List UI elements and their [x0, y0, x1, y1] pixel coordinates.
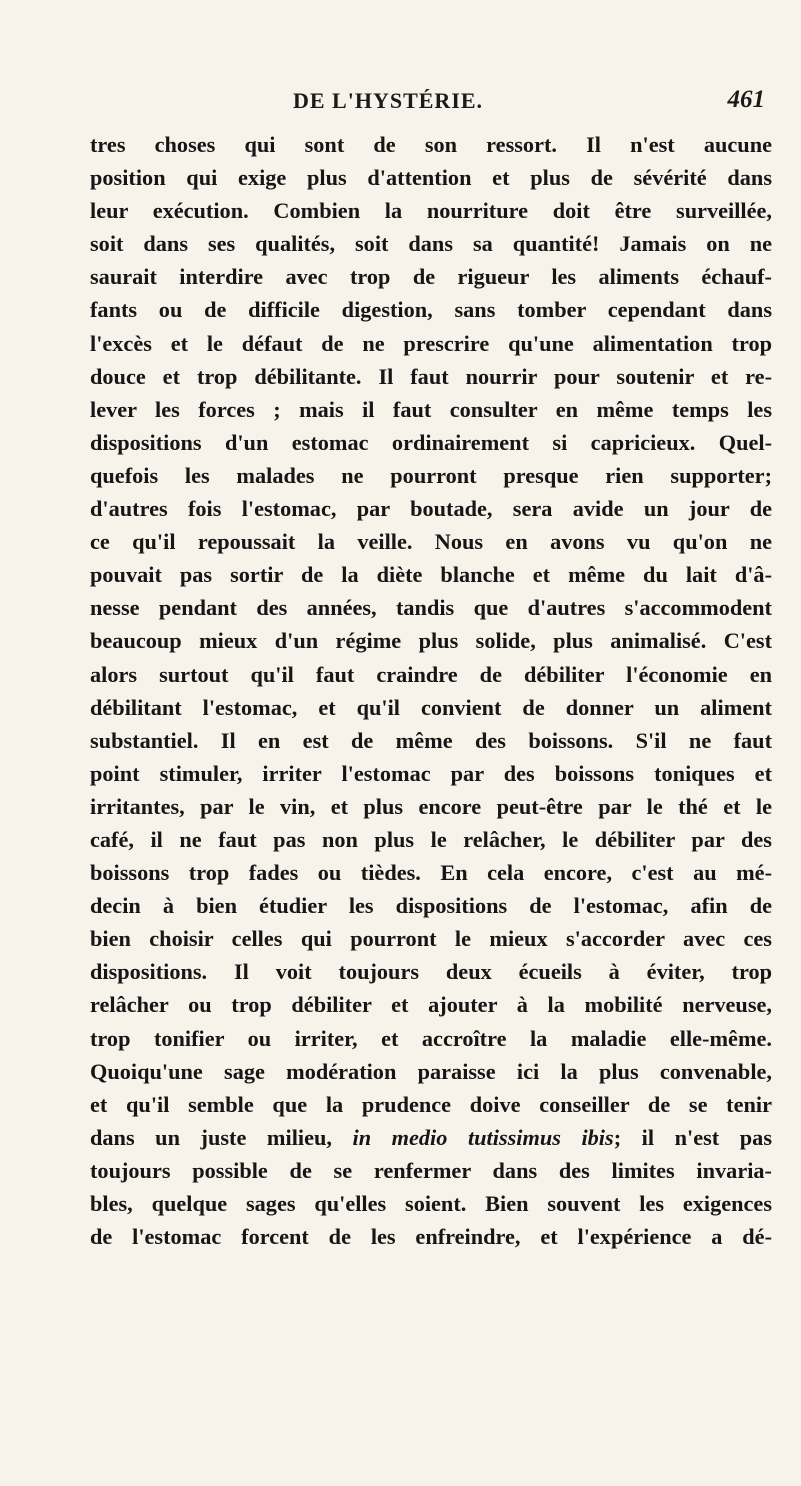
text-line: beaucoup mieux d'un régime plus solide, plus animalisé. C'est [90, 628, 772, 654]
text-line: dispositions. Il voit toujours deux écueils à éviter, trop [90, 959, 772, 985]
text-line: nesse pendant des années, tandis que d'autres s'accommodent [90, 595, 772, 621]
text-line: trop tonifier ou irriter, et accroître la maladie elle-même. [90, 1025, 772, 1051]
text-line: d'autres fois l'estomac, par boutade, sera avide un jour de [90, 496, 772, 522]
text-line: Quoiqu'une sage modération paraisse ici la plus convenable, [90, 1058, 772, 1084]
text-line: débilitant l'estomac, et qu'il convient de donner un aliment [90, 694, 772, 720]
text-line: point stimuler, irriter l'estomac par des boissons toniques et [90, 760, 772, 786]
text-line: decin à bien étudier les dispositions de l'estomac, afin de [90, 893, 772, 919]
text-line: tres choses qui sont de son ressort. Il n'est aucune [90, 132, 772, 157]
body-text [90, 128, 772, 1253]
text-segment: dans un juste milieu, [90, 1124, 353, 1150]
text-line-with-latin-quote [90, 1121, 772, 1154]
text-line: saurait interdire avec trop de rigueur les aliments échauf- [90, 264, 772, 290]
text-line: bien choisir celles qui pourront le mieux s'accorder avec ces [90, 926, 772, 952]
text-line: boissons trop fades ou tièdes. En cela encore, c'est au mé- [90, 860, 772, 886]
text-line: de l'estomac forcent de les enfreindre, et l'expérience a dé- [90, 1224, 772, 1250]
text-line: dispositions d'un estomac ordinairement si capricieux. Quel- [90, 429, 772, 455]
running-title: DE L'HYSTÉRIE. [293, 88, 484, 113]
text-line: leur exécution. Combien la nourriture doit être surveillée, [90, 198, 772, 224]
latin-quote: in medio tutissimus ibis [352, 1124, 614, 1150]
text-line: bles, quelque sages qu'elles soient. Bien souvent les exigences [90, 1191, 772, 1216]
text-line: et qu'il semble que la prudence doive conseiller de se tenir [90, 1091, 772, 1117]
text-line: lever les forces ; mais il faut consulter en même temps les [90, 396, 772, 422]
text-segment: ; il n'est pas [613, 1124, 772, 1150]
text-line: toujours possible de se renfermer dans des limites invaria- [90, 1157, 772, 1183]
text-line: ce qu'il repoussait la veille. Nous en avons vu qu'on ne [90, 529, 772, 555]
text-line: l'excès et le défaut de ne prescrire qu'une alimentation trop [90, 330, 772, 356]
page-number: 461 [727, 86, 765, 113]
text-line: position qui exige plus d'attention et plus de sévérité dans [90, 165, 772, 191]
text-line: quefois les malades ne pourront presque rien supporter; [90, 462, 772, 488]
text-line: relâcher ou trop débiliter et ajouter à la mobilité nerveuse, [90, 992, 772, 1018]
text-line: substantiel. Il en est de même des boissons. S'il ne faut [90, 727, 772, 753]
text-line: douce et trop débilitante. Il faut nourrir pour soutenir et re- [90, 363, 772, 389]
text-line: alors surtout qu'il faut craindre de débiliter l'économie en [90, 661, 772, 687]
text-line: irritantes, par le vin, et plus encore peut-être par le thé et le [90, 793, 772, 819]
text-line: pouvait pas sortir de la diète blanche et même du lait d'â- [90, 562, 772, 588]
text-line: fants ou de difficile digestion, sans tomber cependant dans [90, 297, 772, 323]
text-line: café, il ne faut pas non plus le relâcher, le débiliter par des [90, 826, 772, 852]
text-line: soit dans ses qualités, soit dans sa quantité! Jamais on ne [90, 231, 772, 257]
running-head [90, 88, 765, 122]
